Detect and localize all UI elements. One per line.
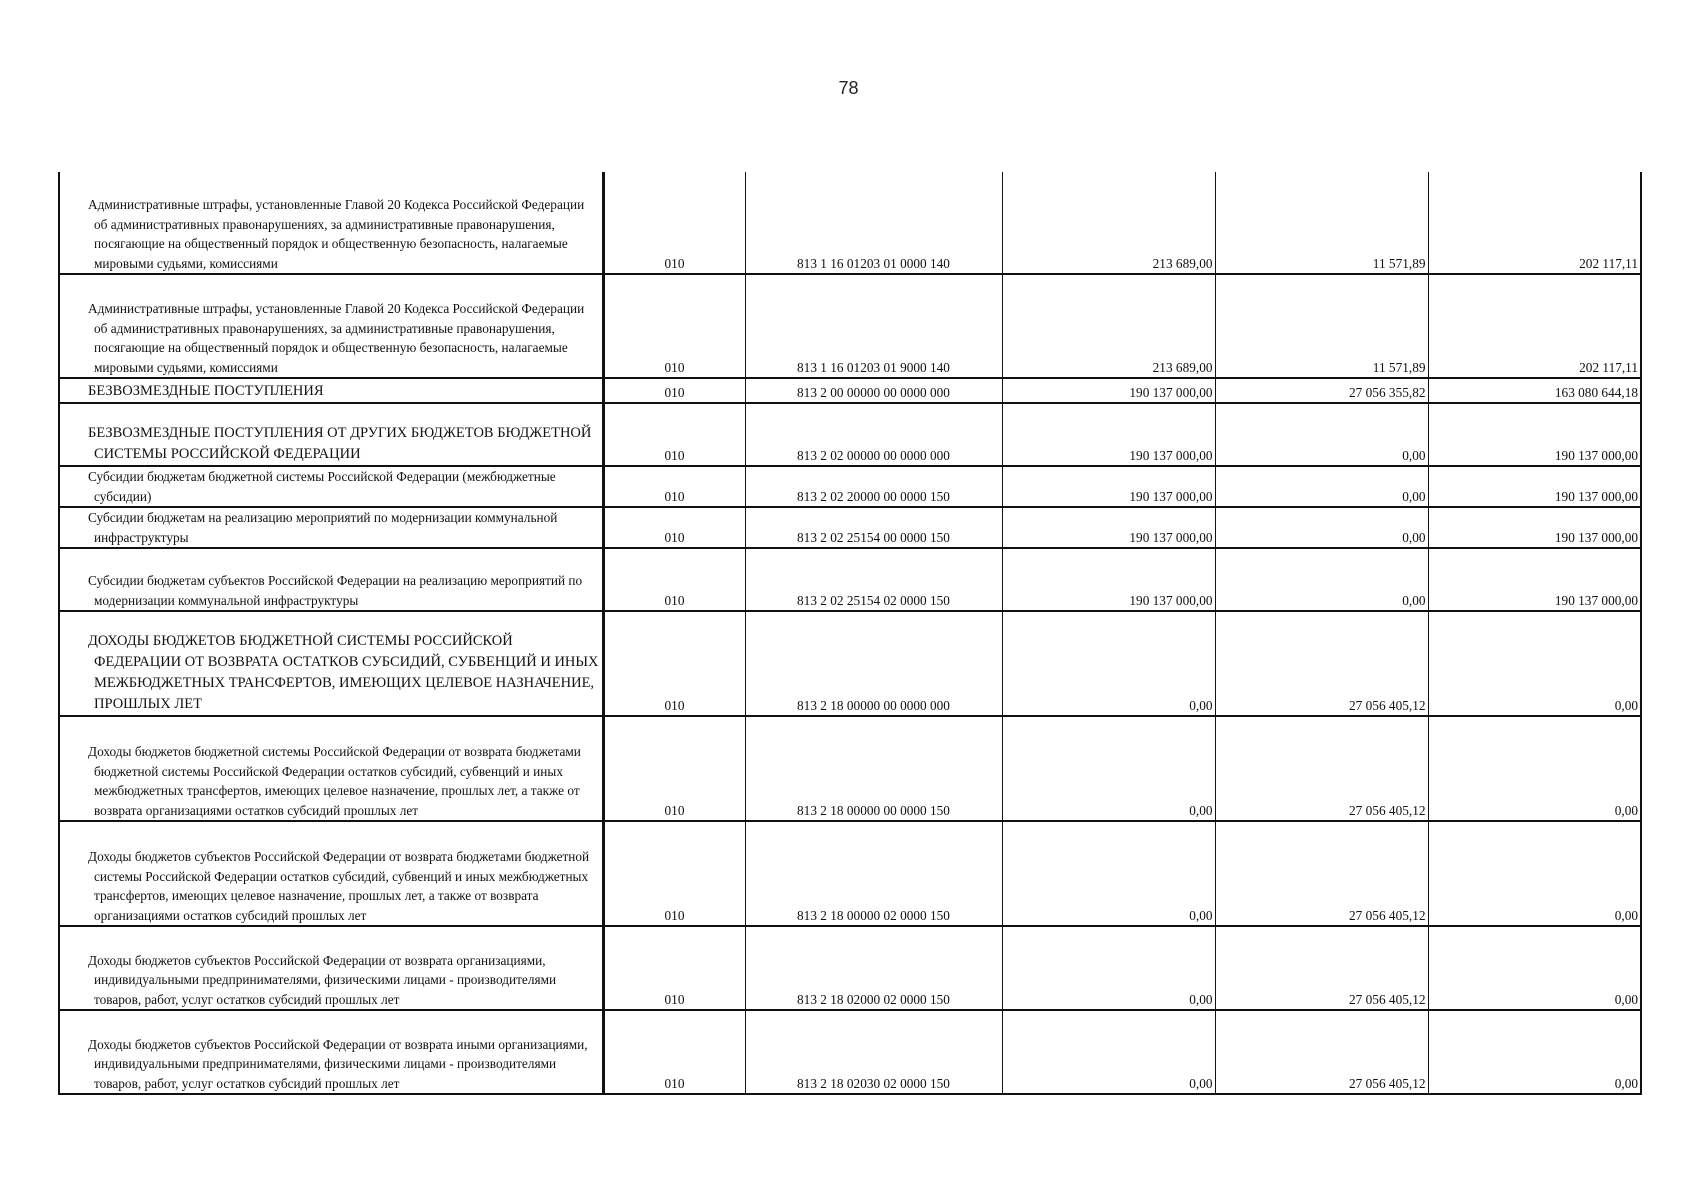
row-executed-amount: 27 056 355,82 [1215, 378, 1428, 403]
page-number: 78 [838, 78, 859, 98]
row-approved-amount: 190 137 000,00 [1002, 378, 1215, 403]
row-unexecuted-amount: 0,00 [1428, 926, 1641, 1010]
row-executed-amount: 27 056 405,12 [1215, 1010, 1428, 1094]
row-name: Доходы бюджетов субъектов Российской Федерации от возврата организациями, индивидуальными предпринимателями, физическими лицами - производителями товаров, работ, услуг остатков субсидий прошлых лет [59, 926, 603, 1010]
row-name: Субсидии бюджетам на реализацию мероприятий по модернизации коммунальной инфраструктуры [59, 507, 603, 548]
row-name: Субсидии бюджетам бюджетной системы Российской Федерации (межбюджетные субсидии) [59, 466, 603, 507]
row-line-code: 010 [603, 466, 745, 507]
row-budget-code: 813 2 18 00000 02 0000 150 [745, 821, 1002, 926]
row-line-code: 010 [603, 611, 745, 716]
row-name: Доходы бюджетов бюджетной системы Российской Федерации от возврата бюджетами бюджетной системы Российской Федерации остатков субсидий, субвенций и иных межбюджетных трансфертов, имеющих целевое назначение, прошлых лет, а также от возврата организациями остатков субсидий прошлых лет [59, 716, 603, 821]
row-budget-code: 813 1 16 01203 01 0000 140 [745, 172, 1002, 274]
row-executed-amount: 27 056 405,12 [1215, 611, 1428, 716]
row-line-code: 010 [603, 1010, 745, 1094]
table-row [59, 274, 1641, 378]
row-line-code: 010 [603, 378, 745, 403]
row-line-code: 010 [603, 172, 745, 274]
row-approved-amount: 190 137 000,00 [1002, 507, 1215, 548]
row-budget-code: 813 2 18 00000 00 0000 150 [745, 716, 1002, 821]
row-approved-amount: 190 137 000,00 [1002, 403, 1215, 466]
row-name: ДОХОДЫ БЮДЖЕТОВ БЮДЖЕТНОЙ СИСТЕМЫ РОССИЙСКОЙ ФЕДЕРАЦИИ ОТ ВОЗВРАТА ОСТАТКОВ СУБСИДИЙ, СУБВЕНЦИЙ И ИНЫХ МЕЖБЮДЖЕТНЫХ ТРАНСФЕРТОВ, ИМЕЮЩИХ ЦЕЛЕВОЕ НАЗНАЧЕНИЕ, ПРОШЛЫХ ЛЕТ [59, 611, 603, 716]
row-executed-amount: 27 056 405,12 [1215, 821, 1428, 926]
row-approved-amount: 213 689,00 [1002, 172, 1215, 274]
row-unexecuted-amount: 202 117,11 [1428, 274, 1641, 378]
row-name: Доходы бюджетов субъектов Российской Федерации от возврата бюджетами бюджетной системы Российской Федерации остатков субсидий, субвенций и иных межбюджетных трансфертов, имеющих целевое назначение, прошлых лет, а также от возврата организациями остатков субсидий прошлых лет [59, 821, 603, 926]
row-approved-amount: 213 689,00 [1002, 274, 1215, 378]
table-row [59, 172, 1641, 274]
row-executed-amount: 11 571,89 [1215, 274, 1428, 378]
table-row [59, 548, 1641, 611]
table-row [59, 1010, 1641, 1094]
row-name: БЕЗВОЗМЕЗДНЫЕ ПОСТУПЛЕНИЯ ОТ ДРУГИХ БЮДЖЕТОВ БЮДЖЕТНОЙ СИСТЕМЫ РОССИЙСКОЙ ФЕДЕРАЦИИ [59, 403, 603, 466]
row-executed-amount: 27 056 405,12 [1215, 716, 1428, 821]
table-row [59, 507, 1641, 548]
row-line-code: 010 [603, 507, 745, 548]
row-name: Доходы бюджетов субъектов Российской Федерации от возврата иными организациями, индивидуальными предпринимателями, физическими лицами - производителями товаров, работ, услуг остатков субсидий прошлых лет [59, 1010, 603, 1094]
row-unexecuted-amount: 190 137 000,00 [1428, 548, 1641, 611]
row-approved-amount: 0,00 [1002, 1010, 1215, 1094]
row-budget-code: 813 2 18 00000 00 0000 000 [745, 611, 1002, 716]
row-line-code: 010 [603, 403, 745, 466]
row-name: Административные штрафы, установленные Главой 20 Кодекса Российской Федерации об административных правонарушениях, за административные правонарушения, посягающие на общественный порядок и общественную безопасность, налагаемые мировыми судьями, комиссиями [59, 172, 603, 274]
row-executed-amount: 0,00 [1215, 466, 1428, 507]
income-table [58, 172, 1642, 1095]
row-approved-amount: 0,00 [1002, 926, 1215, 1010]
row-unexecuted-amount: 163 080 644,18 [1428, 378, 1641, 403]
row-budget-code: 813 2 02 25154 02 0000 150 [745, 548, 1002, 611]
row-name: Административные штрафы, установленные Главой 20 Кодекса Российской Федерации об административных правонарушениях, за административные правонарушения, посягающие на общественный порядок и общественную безопасность, налагаемые мировыми судьями, комиссиями [59, 274, 603, 378]
row-name: Субсидии бюджетам субъектов Российской Федерации на реализацию мероприятий по модернизации коммунальной инфраструктуры [59, 548, 603, 611]
row-name: БЕЗВОЗМЕЗДНЫЕ ПОСТУПЛЕНИЯ [59, 378, 603, 403]
row-executed-amount: 0,00 [1215, 548, 1428, 611]
row-budget-code: 813 2 18 02000 02 0000 150 [745, 926, 1002, 1010]
row-line-code: 010 [603, 821, 745, 926]
row-executed-amount: 27 056 405,12 [1215, 926, 1428, 1010]
row-executed-amount: 0,00 [1215, 403, 1428, 466]
table-row [59, 378, 1641, 403]
row-approved-amount: 190 137 000,00 [1002, 548, 1215, 611]
row-unexecuted-amount: 190 137 000,00 [1428, 466, 1641, 507]
row-executed-amount: 0,00 [1215, 507, 1428, 548]
row-unexecuted-amount: 190 137 000,00 [1428, 507, 1641, 548]
table-row [59, 403, 1641, 466]
row-unexecuted-amount: 202 117,11 [1428, 172, 1641, 274]
row-unexecuted-amount: 0,00 [1428, 821, 1641, 926]
row-budget-code: 813 2 02 20000 00 0000 150 [745, 466, 1002, 507]
row-unexecuted-amount: 190 137 000,00 [1428, 403, 1641, 466]
row-executed-amount: 11 571,89 [1215, 172, 1428, 274]
table-row [59, 926, 1641, 1010]
row-line-code: 010 [603, 548, 745, 611]
row-budget-code: 813 1 16 01203 01 9000 140 [745, 274, 1002, 378]
row-unexecuted-amount: 0,00 [1428, 716, 1641, 821]
row-approved-amount: 190 137 000,00 [1002, 466, 1215, 507]
row-line-code: 010 [603, 926, 745, 1010]
table-row [59, 716, 1641, 821]
row-line-code: 010 [603, 274, 745, 378]
row-unexecuted-amount: 0,00 [1428, 1010, 1641, 1094]
row-budget-code: 813 2 18 02030 02 0000 150 [745, 1010, 1002, 1094]
table-row [59, 466, 1641, 507]
table-row [59, 611, 1641, 716]
row-approved-amount: 0,00 [1002, 821, 1215, 926]
row-approved-amount: 0,00 [1002, 611, 1215, 716]
row-budget-code: 813 2 00 00000 00 0000 000 [745, 378, 1002, 403]
row-approved-amount: 0,00 [1002, 716, 1215, 821]
table-row [59, 821, 1641, 926]
row-budget-code: 813 2 02 00000 00 0000 000 [745, 403, 1002, 466]
row-line-code: 010 [603, 716, 745, 821]
row-unexecuted-amount: 0,00 [1428, 611, 1641, 716]
row-budget-code: 813 2 02 25154 00 0000 150 [745, 507, 1002, 548]
